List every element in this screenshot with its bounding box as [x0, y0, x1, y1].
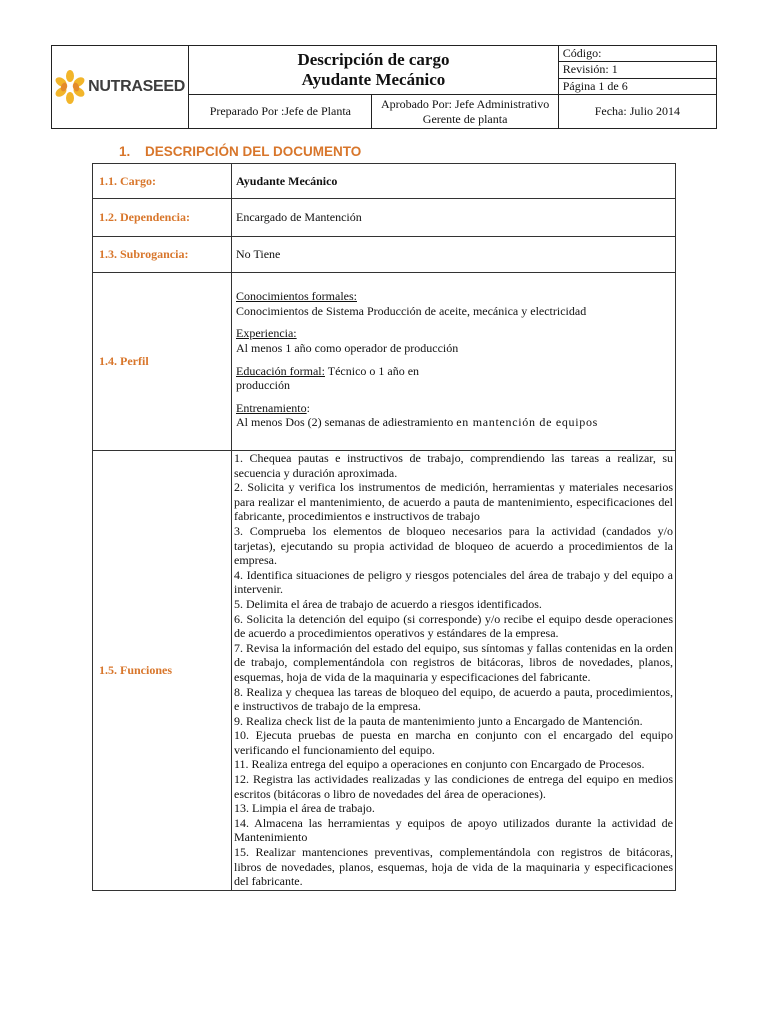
section-number: 1.: [119, 144, 131, 159]
function-item: 8. Realiza y chequea las tareas de bloqueo del equipo, de acuerdo a pauta, procedimientos, e instructivos de trabajo de la empresa.: [234, 684, 673, 714]
approved-by-line-2: Gerente de planta: [422, 111, 508, 126]
function-item: 7. Revisa la información del estado del equipo, sus síntomas y fallas contenidas en la orden de trabajo, complementándola con registros de bitácoras, libros de novedades, planos, esquemas, hoja de vida de la maquinaria y especificaciones del fabricante.: [234, 640, 673, 684]
perfil-formales: [236, 289, 671, 318]
function-item: 15. Realizar mantenciones preventivas, complementándola con registros de bitácoras, libros de novedades, planos, esquemas, hoja de vida de la maquinaria y especificaciones del fabricante.: [234, 845, 673, 889]
educacion-text-2: producción: [236, 378, 290, 393]
section-title: DESCRIPCIÓN DEL DOCUMENTO: [145, 144, 362, 159]
entrenamiento-text-b: en mantención de equipos: [456, 415, 599, 430]
codigo-field: Código:: [558, 46, 716, 62]
formales-title: Conocimientos formales:: [236, 289, 357, 304]
function-item: 10. Ejecuta pruebas de puesta en marcha en conjunto con el encargado del equipo verificando el funcionamiento del equipo.: [234, 728, 673, 757]
function-item: 13. Limpia el área de trabajo.: [234, 801, 375, 816]
table-row: [93, 451, 676, 891]
formales-text: Conocimientos de Sistema Producción de aceite, mecánica y electricidad: [236, 303, 587, 318]
table-row: [93, 237, 676, 273]
title-line-1: Descripción de cargo: [297, 50, 450, 69]
function-item: 1. Chequea pautas e instructivos de trabajo, comprendiendo las tareas a realizar, su secuencia y duración aproximada.: [234, 451, 673, 480]
entrenamiento-colon: :: [306, 400, 310, 415]
job-description-table: [92, 163, 676, 891]
function-item: 12. Registra las actividades realizadas y las condiciones de entrega del equipo en medios escritos (bitácoras o libro de novedades del área de operaciones).: [234, 772, 673, 801]
nutraseed-logo-icon: [55, 70, 85, 104]
approved-by-line-1: Aprobado Por: Jefe Administrativo: [380, 96, 550, 111]
function-item: 4. Identifica situaciones de peligro y riesgos potenciales del área de trabajo y del equipo a intervenir.: [234, 567, 673, 597]
row-label-subrogancia: 1.3. Subrogancia:: [93, 237, 232, 273]
row-value-perfil: [232, 273, 676, 451]
row-label-perfil: 1.4. Perfil: [93, 273, 232, 451]
function-item: 11. Realiza entrega del equipo a operaciones en conjunto con Encargado de Procesos.: [234, 757, 645, 772]
date-field: Fecha: Julio 2014: [558, 95, 716, 129]
function-item: 2. Solicita y verifica los instrumentos de medición, herramientas y materiales necesarios para realizar el mantenimiento, de acuerdo a pauta de mantenimiento, especificaciones del fabricante, procedimientos e instructivos de trabajo: [234, 480, 673, 524]
row-value-cargo: Ayudante Mecánico: [232, 164, 676, 199]
logo-cell: [52, 46, 189, 129]
educacion-title: Educación formal:: [236, 363, 325, 378]
row-label-dependencia: 1.2. Dependencia:: [93, 199, 232, 237]
row-label-funciones: 1.5. Funciones: [93, 451, 232, 891]
document-header: [51, 45, 717, 129]
row-value-subrogancia: No Tiene: [232, 237, 676, 273]
table-row: [93, 199, 676, 237]
function-item: 14. Almacena las herramientas y equipos de apoyo utilizados durante la actividad de Mantenimiento: [234, 815, 673, 845]
document-title: [189, 46, 559, 95]
experiencia-title: Experiencia:: [236, 326, 297, 341]
function-item: 5. Delimita el área de trabajo de acuerdo a riesgos identificados.: [234, 596, 542, 611]
perfil-experiencia: [236, 326, 671, 355]
educacion-text-1: Técnico o 1 año en: [324, 363, 420, 378]
section-heading: [119, 144, 361, 159]
revision-field: Revisión: 1: [558, 62, 716, 78]
perfil-entrenamiento: [236, 401, 671, 430]
company-logo-text: NUTRASEED: [88, 78, 186, 95]
function-item: 9. Realiza check list de la pauta de mantenimiento junto a Encargado de Mantención.: [234, 713, 643, 728]
perfil-educacion: [236, 364, 671, 393]
approved-by-field: [372, 95, 558, 129]
row-value-dependencia: Encargado de Mantención: [232, 199, 676, 237]
entrenamiento-text-a: Al menos Dos (2) semanas de adiestramiento: [236, 415, 457, 430]
table-row: [93, 164, 676, 199]
experiencia-text: Al menos 1 año como operador de producción: [236, 340, 459, 355]
function-item: 3. Comprueba los elementos de bloqueo necesarios para la actividad (candados y/o tarjetas), ejecutando su propia actividad de bloqueo de acuerdo a procedimientos de la empresa.: [234, 523, 673, 568]
page-number-field: Página 1 de 6: [558, 78, 716, 94]
title-line-2: Ayudante Mecánico: [301, 70, 446, 89]
row-label-cargo: 1.1. Cargo:: [93, 164, 232, 199]
row-value-funciones: [232, 451, 676, 891]
function-item: 6. Solicita la detención del equipo (si corresponde) y/o recibe el equipo desde operaciones de acuerdo a procedimientos operativos y estándares de la empresa.: [234, 611, 673, 641]
prepared-by-field: Preparado Por :Jefe de Planta: [189, 95, 372, 129]
company-logo: [52, 70, 188, 104]
table-row: [93, 273, 676, 451]
entrenamiento-title: Entrenamiento: [236, 400, 307, 415]
